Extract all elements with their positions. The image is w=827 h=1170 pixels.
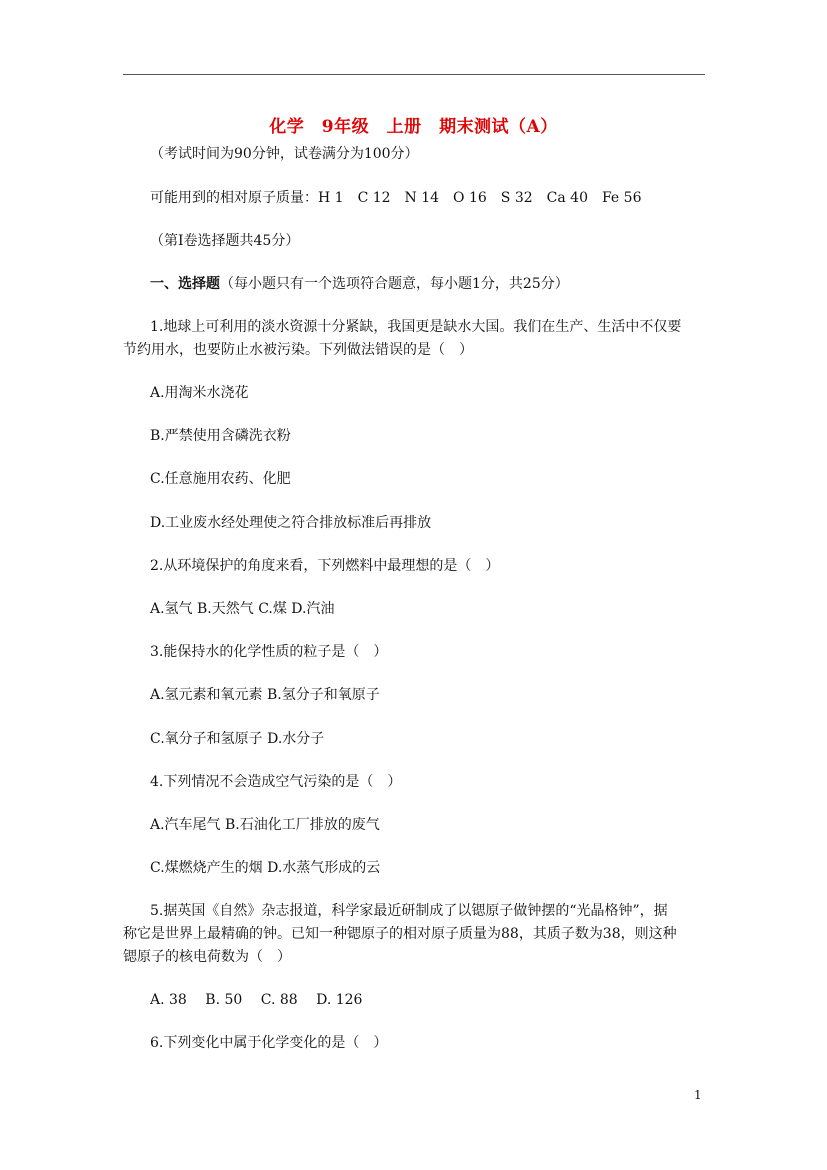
question-5-stem-line-2: 称它是世界上最精确的钟。已知一种锶原子的相对原子质量为88，其质子数为38，则这种 <box>123 926 677 942</box>
question-5-stem-line-3: 锶原子的核电荷数为（ ） <box>123 949 291 965</box>
section-heading-note: （每小题只有一个选项符合题意，每小题1分，共25分） <box>220 276 569 292</box>
section-note: （第Ⅰ卷选择题共45分） <box>150 233 300 249</box>
question-5-options: A. 38 B. 50 C. 88 D. 126 <box>150 992 363 1008</box>
atomic-mass-reference: 可能用到的相对原子质量：H 1 C 12 N 14 O 16 S 32 Ca 40 Fe 56 <box>150 190 642 206</box>
question-4-options-1: A.汽车尾气 B.石油化工厂排放的废气 <box>150 817 380 833</box>
question-1-option-c: C.任意施用农药、化肥 <box>150 471 291 487</box>
question-2-stem: 2.从环境保护的角度来看，下列燃料中最理想的是（ ） <box>150 558 500 574</box>
question-4-stem: 4.下列情况不会造成空气污染的是（ ） <box>150 774 402 790</box>
question-1-option-a: A.用淘米水浇花 <box>150 385 249 401</box>
exam-time-note: （考试时间为90分钟，试卷满分为100分） <box>150 146 419 162</box>
question-1-option-b: B.严禁使用含磷洗衣粉 <box>150 428 291 444</box>
question-1-option-d: D.工业废水经处理使之符合排放标准后再排放 <box>150 515 432 531</box>
section-heading <box>150 275 569 293</box>
question-3-options-2: C.氧分子和氢原子 D.水分子 <box>150 731 325 747</box>
header-rule <box>123 74 705 75</box>
question-3-options-1: A.氢元素和氧元素 B.氢分子和氧原子 <box>150 687 380 703</box>
page-title: 化学 9年级 上册 期末测试（A） <box>269 117 558 137</box>
section-heading-title: 一、选择题 <box>150 276 220 292</box>
question-1-stem-line-2: 节约用水，也要防止水被污染。下列做法错误的是（ ） <box>123 342 473 358</box>
question-6-stem: 6.下列变化中属于化学变化的是（ ） <box>150 1035 388 1051</box>
question-1-stem-line-1: 1.地球上可利用的淡水资源十分紧缺，我国更是缺水大国。我们在生产、生活中不仅要 <box>150 319 682 335</box>
question-4-options-2: C.煤燃烧产生的烟 D.水蒸气形成的云 <box>150 860 381 876</box>
question-5-stem-line-1: 5.据英国《自然》杂志报道，科学家最近研制成了以锶原子做钟摆的“光晶格钟”，据 <box>150 903 668 919</box>
page-number: 1 <box>694 1088 702 1102</box>
question-3-stem: 3.能保持水的化学性质的粒子是（ ） <box>150 644 388 660</box>
question-2-options: A.氢气 B.天然气 C.煤 D.汽油 <box>150 601 335 617</box>
